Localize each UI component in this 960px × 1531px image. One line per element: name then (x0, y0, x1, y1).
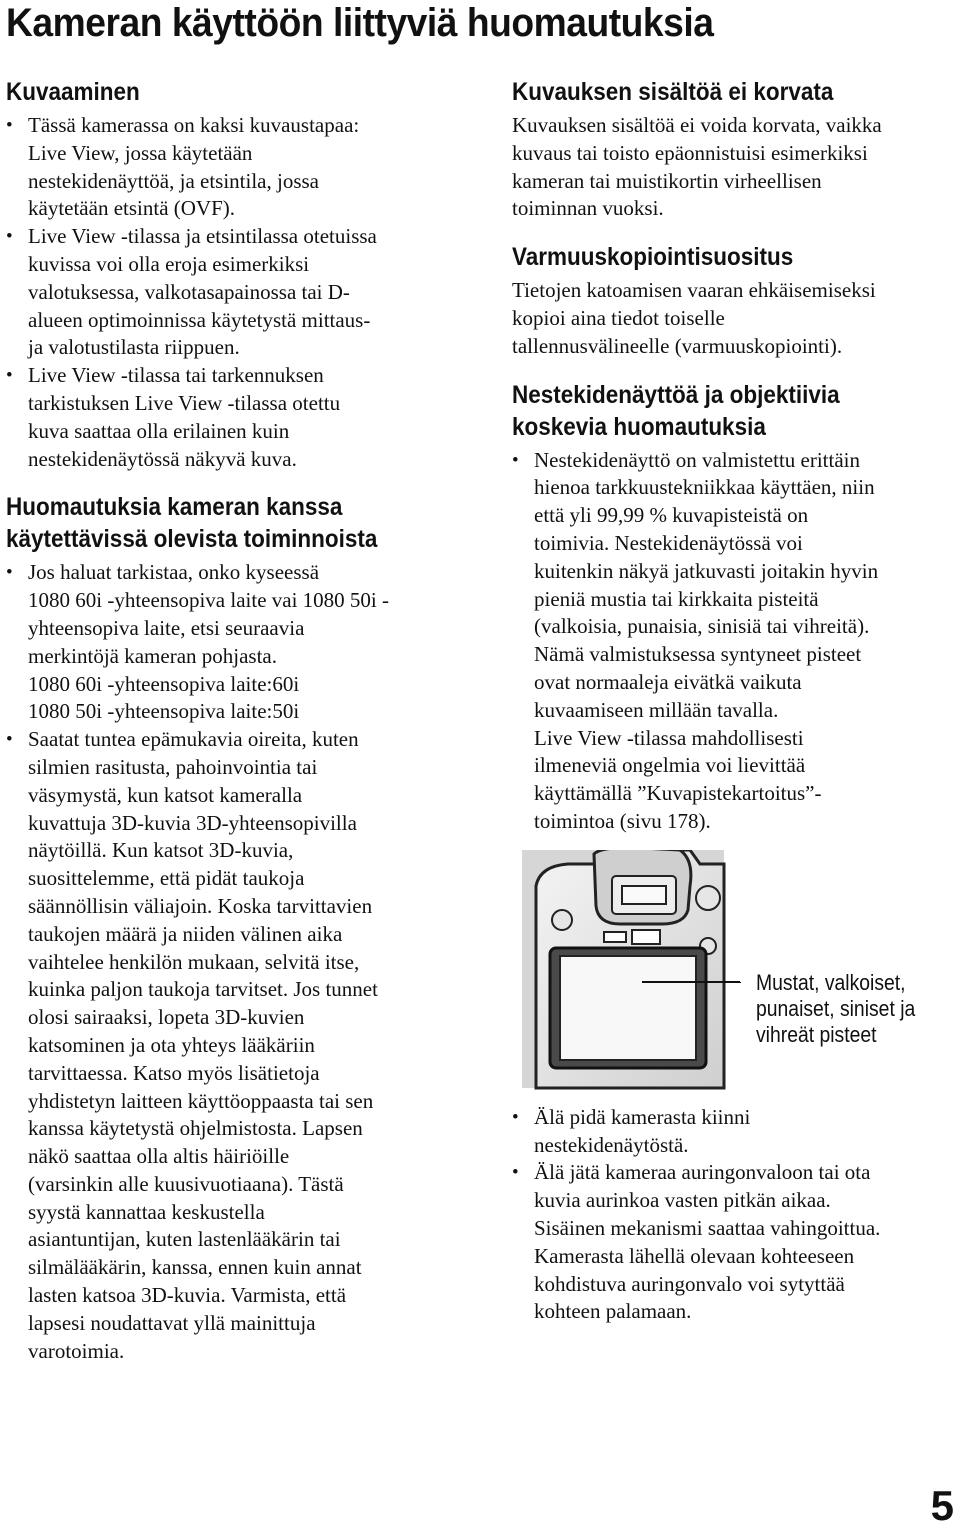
text-line: kuvia aurinkoa vasten pitkän aikaa. (534, 1188, 831, 1213)
text-line: • Älä jätä kameraa auringonvaloon tai ota (534, 1160, 871, 1185)
section-varmuus (512, 241, 958, 360)
text-line: kuvattuja 3D-kuvia 3D-yhteensopivilla (28, 810, 357, 835)
paragraph (512, 112, 958, 223)
caption-line: Mustat, valkoiset, (756, 969, 906, 995)
text-line: Kamerasta lähellä olevaan kohteeseen (534, 1243, 855, 1268)
text-line: tarvittaessa. Katso myös lisätietoja (28, 1060, 320, 1085)
list-item (6, 112, 476, 223)
text-line: • Tässä kamerassa on kaksi kuvaustapaa: (28, 113, 360, 137)
list-item (512, 447, 958, 836)
text-line: suosittelemme, että pidät taukoja (28, 866, 305, 891)
caption-line: vihreät pisteet (756, 1021, 877, 1047)
text-line: Live View -tilassa mahdollisesti (534, 725, 804, 750)
text-line: valotuksessa, valkotasapainossa tai D- (28, 279, 350, 304)
list-item (512, 1104, 958, 1160)
text-line: kopioi aina tiedot toiselle (512, 305, 725, 330)
text-line: silmien rasitusta, pahoinvointia tai (28, 754, 318, 779)
list-item (6, 223, 476, 362)
text-line: käyttämällä ”Kuvapistekartoitus”- (534, 781, 822, 806)
text-line: kuvaamiseen millään tavalla. (534, 697, 779, 722)
section-heading-nestekide (512, 379, 913, 443)
text-line: vaihtelee henkilön mukaan, selvitä itse, (28, 949, 360, 974)
left-column (6, 76, 476, 1365)
text-line: lapsesi noudattavat yllä mainittuja (28, 1310, 316, 1335)
text-line: • Nestekidenäyttö on valmistettu erittäin (534, 447, 861, 472)
text-line: olosi sairaaksi, lopeta 3D-kuvien (28, 1005, 305, 1030)
bullet-list (512, 447, 958, 836)
paragraph (512, 277, 958, 360)
text-line: tallennusvälineelle (varmuuskopiointi). (512, 333, 843, 358)
text-line: alueen optimoinnissa käytetystä mittaus- (28, 307, 371, 332)
text-line: Kuvauksen sisältöä ei voida korvata, vaikka (512, 113, 882, 137)
text-line: syystä kannattaa keskustella (28, 1199, 265, 1224)
section-heading-varmuus: Varmuuskopiointisuositus (512, 243, 794, 272)
section-korvata (512, 76, 958, 223)
text-line: 1080 60i -yhteensopiva laite:60i (28, 671, 300, 696)
page-number: 5 (930, 1482, 954, 1529)
text-line: kanssa käytetystä ohjelmistosta. Lapsen (28, 1116, 363, 1141)
text-line: käytetään etsintä (OVF). (28, 196, 236, 221)
text-line: 1080 60i -yhteensopiva laite vai 1080 50i - (28, 588, 390, 613)
text-line: ilmeneviä ongelmia voi lievittää (534, 753, 806, 778)
bullet-list (6, 559, 476, 1365)
text-line: (varsinkin alle kuusivuotiaana). Tästä (28, 1171, 344, 1196)
section-heading-kuvaaminen: Kuvaaminen (6, 78, 140, 106)
list-item (6, 559, 476, 726)
heading-line: koskevia huomautuksia (512, 412, 766, 441)
text-line: pieniä mustia tai kirkkaita pisteitä (534, 586, 819, 611)
text-line: toiminnan vuoksi. (512, 196, 664, 221)
section-kuvaaminen (6, 76, 476, 473)
text-line: kameran tai muistikortin virheellisen (512, 168, 822, 193)
text-line: Sisäinen mekanismi saattaa vahingoittua. (534, 1215, 881, 1240)
text-line: merkintöjä kameran pohjasta. (28, 643, 277, 668)
heading-line: Huomautuksia kameran kanssa (6, 493, 343, 522)
text-line: väsymystä, kun katsot kameralla (28, 782, 303, 807)
text-line: kuitenkin näkyä jatkuvasti joitakin hyvin (534, 558, 879, 583)
text-line: nestekidenäytössä näkyvä kuva. (28, 446, 297, 471)
text-line: • Älä pidä kamerasta kiinni (534, 1104, 751, 1129)
text-line: Tietojen katoamisen vaaran ehkäisemiseksi (512, 278, 876, 303)
text-line: varotoimia. (28, 1338, 125, 1363)
text-line: asiantuntijan, kuten lastenlääkärin tai (28, 1227, 341, 1252)
text-line: kuva saattaa olla erilainen kuin (28, 418, 290, 443)
text-line: • Saatat tuntea epämukavia oireita, kuten (28, 727, 359, 752)
page-title: Kameran käyttöön liittyviä huomautuksia (6, 1, 714, 45)
text-line: nestekidenäyttöä, ja etsintila, jossa (28, 168, 320, 193)
list-item (512, 1159, 958, 1326)
text-line: toimivia. Nestekidenäytössä voi (534, 530, 803, 555)
caption-line: punaiset, siniset ja (756, 995, 916, 1021)
text-line: ovat normaaleja eivätkä vaikuta (534, 669, 802, 694)
text-line: kuvaus tai toisto epäonnistuisi esimerkiksi (512, 140, 868, 165)
text-line: (valkoisia, punaisia, sinisiä tai vihreitä). (534, 614, 870, 639)
section-nestekide (512, 379, 958, 1327)
heading-line: käytettävissä olevista toiminnoista (6, 525, 378, 554)
text-line: kuvissa voi olla eroja esimerkiksi (28, 251, 310, 276)
text-line: että yli 99,99 % kuvapisteistä on (534, 503, 809, 528)
text-line: silmälääkärin, kanssa, ennen kuin annat (28, 1255, 362, 1280)
figure-caption (756, 970, 915, 1048)
text-line: yhteensopiva laite, etsi seuraavia (28, 615, 305, 640)
text-line: toimintoa (sivu 178). (534, 808, 711, 833)
bullet-list (512, 1104, 958, 1326)
camera-illustration (512, 850, 952, 1090)
right-column (512, 76, 958, 1326)
text-line: Live View, jossa käytetään (28, 140, 253, 165)
text-line: säännöllisin väliajoin. Koska tarvittavien (28, 893, 373, 918)
section-heading-korvata: Kuvauksen sisältöä ei korvata (512, 78, 834, 106)
text-line: tarkistuksen Live View -tilassa otettu (28, 390, 341, 415)
text-line: lasten katsoa 3D-kuvia. Varmista, että (28, 1283, 347, 1308)
text-line: • Jos haluat tarkistaa, onko kyseessä (28, 560, 320, 585)
text-line: näytöillä. Kun katsot 3D-kuvia, (28, 838, 294, 863)
heading-line: Nestekidenäyttöä ja objektiivia (512, 380, 840, 409)
text-line: hienoa tarkkuustekniikkaa käyttäen, niin (534, 475, 875, 500)
text-line: • Live View -tilassa tai tarkennuksen (28, 363, 324, 388)
text-line: yhdistetyn laitteen käyttöoppaasta tai sen (28, 1088, 374, 1113)
text-line: taukojen määrä ja niiden välinen aika (28, 921, 343, 946)
bullet-list (6, 112, 476, 473)
text-line: Nämä valmistuksessa syntyneet pisteet (534, 642, 862, 667)
list-item (6, 726, 476, 1365)
text-line: nestekidenäytöstä. (534, 1132, 689, 1157)
text-line: 1080 50i -yhteensopiva laite:50i (28, 699, 300, 724)
text-line: kuinka paljon taukoja tarvitset. Jos tunnet (28, 977, 378, 1002)
section-heading-huomautuksia (6, 491, 429, 555)
text-line: ja valotustilasta riippuen. (28, 335, 240, 360)
list-item (6, 362, 476, 473)
section-huomautuksia (6, 491, 476, 1365)
text-line: kohdistuva auringonvalo voi sytyttää (534, 1271, 845, 1296)
text-line: • Live View -tilassa ja etsintilassa otetuissa (28, 224, 377, 249)
text-line: katsominen ja ota yhteys lääkäriin (28, 1032, 315, 1057)
text-line: näkö saattaa olla altis häiriöille (28, 1144, 290, 1169)
text-line: kohteen palamaan. (534, 1299, 692, 1324)
